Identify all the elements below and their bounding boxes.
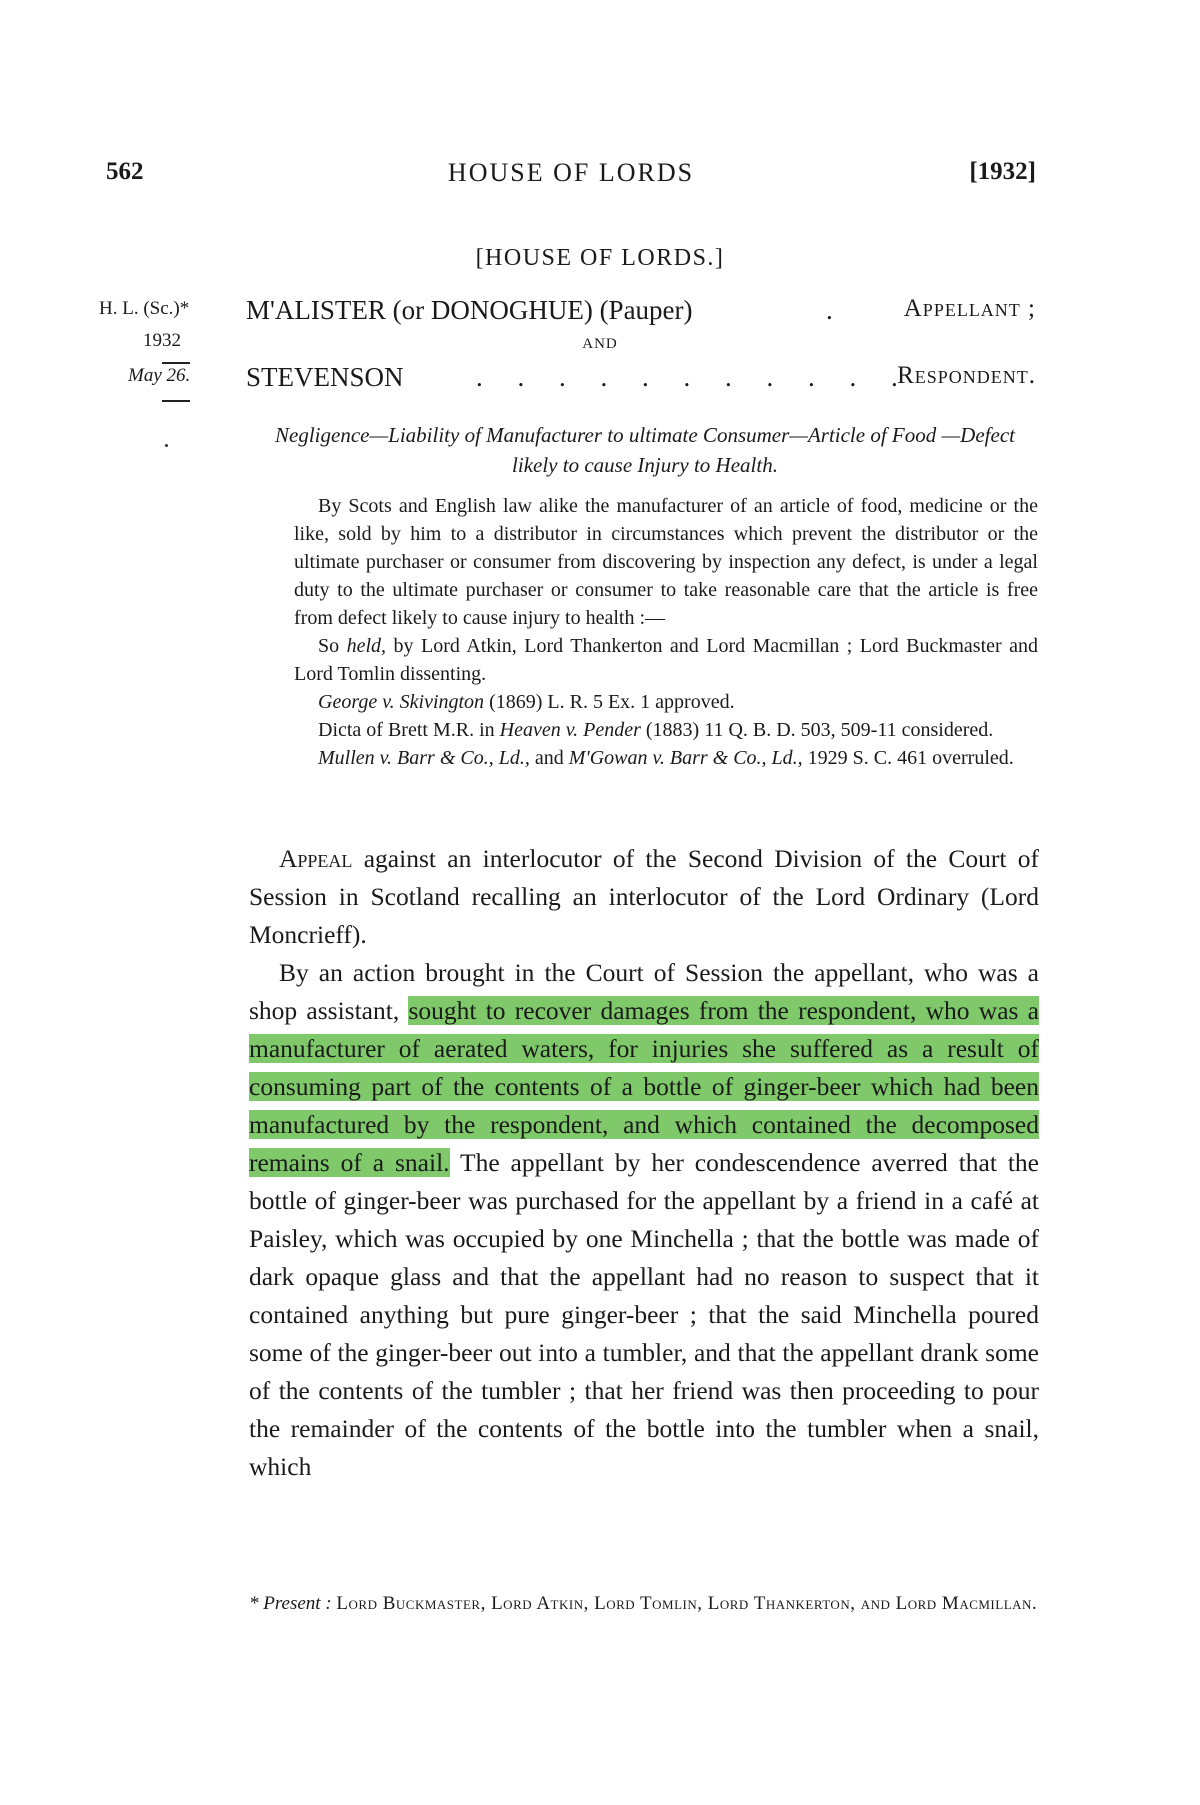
case-heaven-v-pender: Heaven v. Pender bbox=[499, 719, 641, 741]
appellant-dots: . bbox=[826, 295, 847, 325]
case3-and: and bbox=[529, 747, 569, 769]
page-number: 562 bbox=[106, 158, 144, 185]
running-title: HOUSE OF LORDS bbox=[447, 158, 695, 187]
case-mgowan-v-barr: M'Gowan v. Barr & Co., Ld., bbox=[568, 747, 803, 769]
paragraph-appeal bbox=[249, 840, 1039, 954]
case3-citation: 1929 S. C. 461 overruled. bbox=[802, 747, 1014, 769]
margin-date: May 26. bbox=[128, 365, 191, 386]
headnote-case-approved bbox=[294, 688, 1038, 716]
case-mullen-v-barr: Mullen v. Barr & Co., Ld., bbox=[318, 747, 530, 769]
appeal-lead-word: Appeal bbox=[279, 844, 353, 873]
margin-year: 1932 bbox=[143, 330, 181, 351]
case2-prefix: Dicta of Brett M.R. in bbox=[318, 719, 500, 741]
facts-continued: The appellant by her condescendence averred that the bottle of ginger-beer was purchased for the appellant by a friend in a café at Paisley, which was occupied by one Minchella ; that the bottle was made of dark opaque glass and that the appellant had no reason to suspect that it contained anything but pure ginger-beer ; that the said Minchella poured some of the ginger-beer out into a tumbler, and that the appellant drank some of the contents of the tumbler ; that her friend was then proceeding to pour the remainder of the contents of the bottle into the tumbler when a snail, which bbox=[249, 1148, 1039, 1481]
catchwords: Negligence—Liability of Manufacturer to ultimate Consumer—Article of Food —Defect likely to cause Injury to Health. bbox=[275, 423, 1015, 477]
respondent-name: STEVENSON bbox=[246, 362, 404, 392]
respondent-role: Respondent. bbox=[897, 362, 1036, 389]
footnote-label: * Present : bbox=[249, 1593, 332, 1614]
margin-rule-bottom bbox=[162, 400, 190, 402]
footnote-names: Lord Buckmaster, Lord Atkin, Lord Tomlin, Lord Thankerton, and Lord Macmillan. bbox=[336, 1593, 1038, 1614]
headnote-case-overruled bbox=[294, 744, 1038, 772]
highlighted-passage: sought to recover damages from the respondent, who was a manufacturer of aerated waters, for injuries she suffered as a result of consuming part of the contents of a bottle of ginger-beer which had been manufactured by the respondent, and which contained the decomposed remains of a snail. bbox=[249, 996, 1039, 1177]
running-head bbox=[106, 158, 1036, 194]
appellant-line bbox=[246, 295, 1036, 331]
margin-rule-top bbox=[162, 362, 190, 364]
appellant-role: Appellant ; bbox=[903, 295, 1036, 322]
headnote-held bbox=[294, 632, 1038, 688]
footnote bbox=[249, 1590, 1039, 1618]
held-prefix: So bbox=[318, 635, 347, 657]
appeal-text: against an interlocutor of the Second Division of the Court of Session in Scotland recalling an interlocutor of the Lord Ordinary (Lord Moncrieff). bbox=[249, 844, 1039, 949]
margin-dot bbox=[165, 444, 168, 447]
appellant-name: M'ALISTER (or DONOGHUE) (Pauper) bbox=[246, 295, 693, 325]
held-rest: by Lord Atkin, Lord Thankerton and Lord Macmillan ; Lord Buckmaster and Lord Tomlin dissenting. bbox=[294, 635, 1039, 685]
running-year: [1932] bbox=[969, 158, 1036, 185]
body-text bbox=[249, 840, 1039, 1486]
paragraph-facts bbox=[249, 954, 1039, 1486]
headnote bbox=[294, 492, 1038, 772]
respondent-line bbox=[246, 362, 1036, 398]
case1-citation: (1869) L. R. 5 Ex. 1 approved. bbox=[484, 691, 735, 713]
headnote-rule: By Scots and English law alike the manufacturer of an article of food, medicine or the like, sold by him to a distributor in circumstances which prevent the distributor or the ultimate purchaser or consumer from discovering by inspection any defect, is under a legal duty to the ultimate purchaser or consumer to take reasonable care that the article is free from defect likely to cause injury to health :— bbox=[294, 495, 1038, 629]
held-word: held, bbox=[346, 635, 387, 657]
and-separator: AND bbox=[582, 336, 618, 352]
facts-start: By an action brought in the Court of Session the appellant, who was a shop assistant, bbox=[249, 958, 1039, 1025]
case2-citation: (1883) 11 Q. B. D. 503, 509-11 considered. bbox=[640, 719, 994, 741]
court-heading: [HOUSE OF LORDS.] bbox=[475, 245, 725, 271]
margin-court-ref: H. L. (Sc.)* bbox=[99, 298, 190, 319]
case-george-v-skivington: George v. Skivington bbox=[318, 691, 485, 713]
headnote-case-considered bbox=[294, 716, 1038, 744]
respondent-dots: . . . . . . . . . . . bbox=[476, 362, 912, 392]
